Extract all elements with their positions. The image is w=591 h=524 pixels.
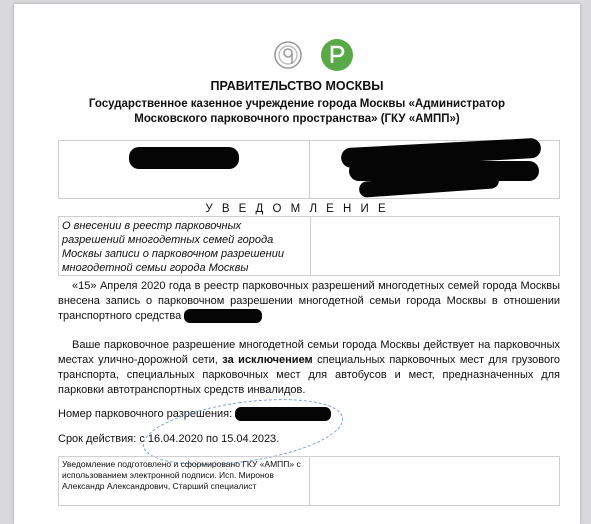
header-table	[58, 140, 560, 199]
registration-paragraph	[58, 279, 560, 324]
table-divider	[309, 457, 310, 505]
ampp-gray-logo-icon	[273, 40, 303, 70]
subject-table	[58, 216, 560, 276]
footer-note: Уведомление подготовлено и сформировано ГКУ «АМПП» с использованием электронной подписи. Исп. Миронов Александр Александрович, Старший специалист	[62, 459, 301, 491]
notice-heading: У В Е Д О М Л Е Н И Е	[205, 203, 389, 215]
redacted-vehicle	[184, 309, 262, 323]
government-title: ПРАВИТЕЛЬСТВО МОСКВЫ	[210, 79, 384, 93]
document-page	[14, 4, 580, 524]
validity-period: Срок действия: с 16.04.2020 по 15.04.2023.	[58, 433, 280, 445]
registration-text: «15» Апреля 2020 года в реестр парковочных разрешений многодетных семей города Москвы внесена запись о парковочном разрешении многодетной семьи города Москвы в отношении транспортного средства	[58, 280, 560, 322]
permit-scope-paragraph	[58, 338, 560, 398]
redacted-date	[129, 147, 239, 169]
subject-text: О внесении в реестр парковочных разрешений многодетных семей города Москвы записи о парковочном разрешении многодетной семьи города Москвы	[62, 220, 284, 274]
permit-number-label: Номер парковочного разрешения:	[58, 407, 233, 420]
scope-text-bold: за исключением	[222, 354, 313, 366]
footer-table	[58, 456, 560, 506]
table-divider	[309, 141, 310, 198]
scope-text-end: специальных парковочных мест для грузового транспорта, специальных парковочных мест для автобусов и мест, предназначенных для парковки автотранспортных средств инвалидов.	[58, 354, 561, 396]
organization-name: Государственное казенное учреждение города Москвы «Администратор Московского парковочного пространства» (ГКУ «АМПП»)	[88, 98, 506, 125]
parking-p-logo-icon	[320, 38, 354, 72]
table-divider	[310, 217, 311, 275]
scope-text-start: Ваше парковочное разрешение многодетной семьи города Москвы действует на парковочных местах улично-дорожной сети,	[58, 339, 560, 366]
